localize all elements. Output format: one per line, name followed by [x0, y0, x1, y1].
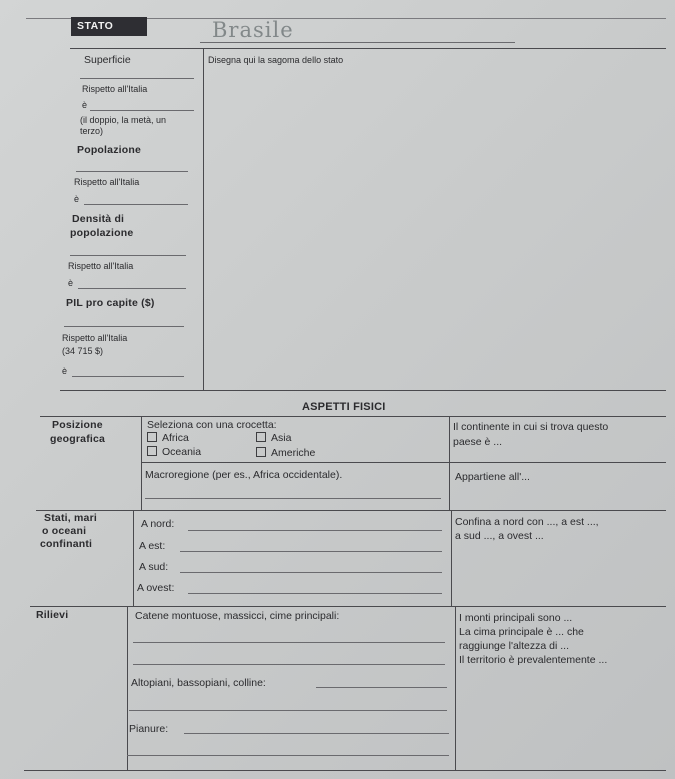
table-col2-divider-bottom [455, 606, 456, 770]
catene-line-1[interactable] [133, 642, 445, 643]
table-col2-divider-mid [451, 510, 452, 606]
superficie-line[interactable] [80, 78, 194, 79]
section-title: ASPETTI FISICI [302, 401, 386, 413]
rispetto-italia-1-label: Rispetto all'Italia [82, 84, 148, 94]
option-americhe[interactable] [256, 447, 315, 459]
pianure-label: Pianure: [129, 723, 169, 735]
option-africa[interactable] [147, 432, 189, 444]
e-1-label: è [82, 100, 88, 110]
rilievi-note-4: Il territorio è prevalentemente ... [459, 654, 608, 666]
stato-header-label: STATO [71, 17, 147, 36]
ovest-label: A ovest: [137, 582, 175, 594]
option-africa-label: Africa [162, 432, 189, 444]
option-americhe-label: Americhe [271, 447, 316, 459]
macroregione-label: Macroregione (per es., Africa occidentale). [145, 469, 343, 481]
altopiani-line-1[interactable] [316, 687, 447, 688]
checkbox-africa[interactable] [147, 432, 157, 442]
country-name-line [200, 42, 515, 43]
posizione-label-1: Posizione [52, 419, 103, 431]
confinanti-note-1: Confina a nord con ..., a est ..., [455, 516, 599, 528]
note-2-label: terzo) [80, 126, 104, 136]
macroregione-line[interactable] [145, 498, 441, 499]
e-3-label: è [68, 278, 74, 288]
option-oceania-label: Oceania [162, 446, 202, 458]
table-col1-divider-bottom [127, 606, 128, 770]
rispetto-italia-4-label: Rispetto all'Italia [62, 333, 128, 343]
rilievi-note-1: I monti principali sono ... [459, 612, 573, 624]
select-instruction: Seleziona con una crocetta: [147, 419, 277, 431]
popolazione-line[interactable] [76, 171, 188, 172]
altopiani-label: Altopiani, bassopiani, colline: [131, 677, 266, 689]
table-col1-divider-top [141, 416, 142, 510]
sud-line[interactable] [180, 572, 442, 573]
draw-area-label: Disegna qui la sagoma dello stato [208, 55, 344, 65]
checkbox-americhe[interactable] [256, 447, 266, 457]
table-col2-divider-top [449, 416, 450, 510]
section-title-bottom-line [40, 416, 666, 417]
confinanti-note-2: a sud ..., a ovest ... [455, 530, 544, 542]
nord-label: A nord: [141, 518, 175, 530]
pil-compare-line[interactable] [72, 376, 184, 377]
pil-label: PIL pro capite ($) [66, 297, 155, 309]
continent-note-2: paese è ... [453, 436, 503, 448]
confinanti-label-2: o oceani [42, 525, 87, 537]
draw-area-divider [203, 48, 204, 390]
option-asia[interactable] [256, 432, 291, 444]
continent-note-1: Il continente in cui si trova questo [453, 421, 609, 433]
option-oceania[interactable] [147, 446, 201, 458]
sud-label: A sud: [139, 561, 169, 573]
note-1-label: (il doppio, la metà, un [80, 115, 167, 125]
rispetto-italia-3-label: Rispetto all'Italia [68, 261, 134, 271]
rilievi-note-3: raggiunge l'altezza di ... [459, 640, 569, 652]
pianure-line-1[interactable] [184, 733, 449, 734]
pianure-line-2[interactable] [127, 755, 449, 756]
checkbox-asia[interactable] [256, 432, 266, 442]
ovest-line[interactable] [188, 593, 442, 594]
posizione-bottom-line [36, 510, 666, 511]
est-line[interactable] [180, 551, 442, 552]
e-2-label: è [74, 194, 80, 204]
checkbox-oceania[interactable] [147, 446, 157, 456]
nord-line[interactable] [188, 530, 442, 531]
table-col1-divider-mid [133, 510, 134, 606]
pil-line[interactable] [64, 326, 184, 327]
confinanti-bottom-line [30, 606, 666, 607]
confinanti-label-1: Stati, mari [44, 512, 97, 524]
posizione-inner-line [141, 462, 666, 463]
posizione-label-2: geografica [50, 433, 106, 445]
rilievi-label: Rilievi [36, 609, 69, 621]
popolazione-compare-line[interactable] [84, 204, 188, 205]
handwritten-country-name: Brasile [212, 18, 294, 42]
densita-label-2: popolazione [70, 227, 134, 239]
header-bottom-line [70, 48, 666, 49]
confinanti-label-3: confinanti [40, 538, 93, 550]
option-asia-label: Asia [271, 432, 292, 444]
appartiene-label: Appartiene all'... [455, 471, 530, 483]
altopiani-line-2[interactable] [129, 710, 447, 711]
est-label: A est: [139, 540, 166, 552]
e-4-label: è [62, 366, 68, 376]
densita-label-1: Densità di [72, 213, 125, 225]
superficie-compare-line[interactable] [90, 110, 194, 111]
table-bottom-line [24, 770, 666, 771]
superficie-label: Superficie [84, 54, 131, 66]
densita-line[interactable] [70, 255, 186, 256]
rispetto-italia-2-label: Rispetto all'Italia [74, 177, 140, 187]
densita-compare-line[interactable] [78, 288, 186, 289]
rilievi-note-2: La cima principale è ... che [459, 626, 584, 638]
popolazione-label: Popolazione [77, 144, 142, 156]
catene-label: Catene montuose, massicci, cime principali: [135, 610, 340, 622]
draw-area-bottom-line [60, 390, 666, 391]
pil-reference-label: (34 715 $) [62, 346, 104, 356]
catene-line-2[interactable] [133, 664, 445, 665]
